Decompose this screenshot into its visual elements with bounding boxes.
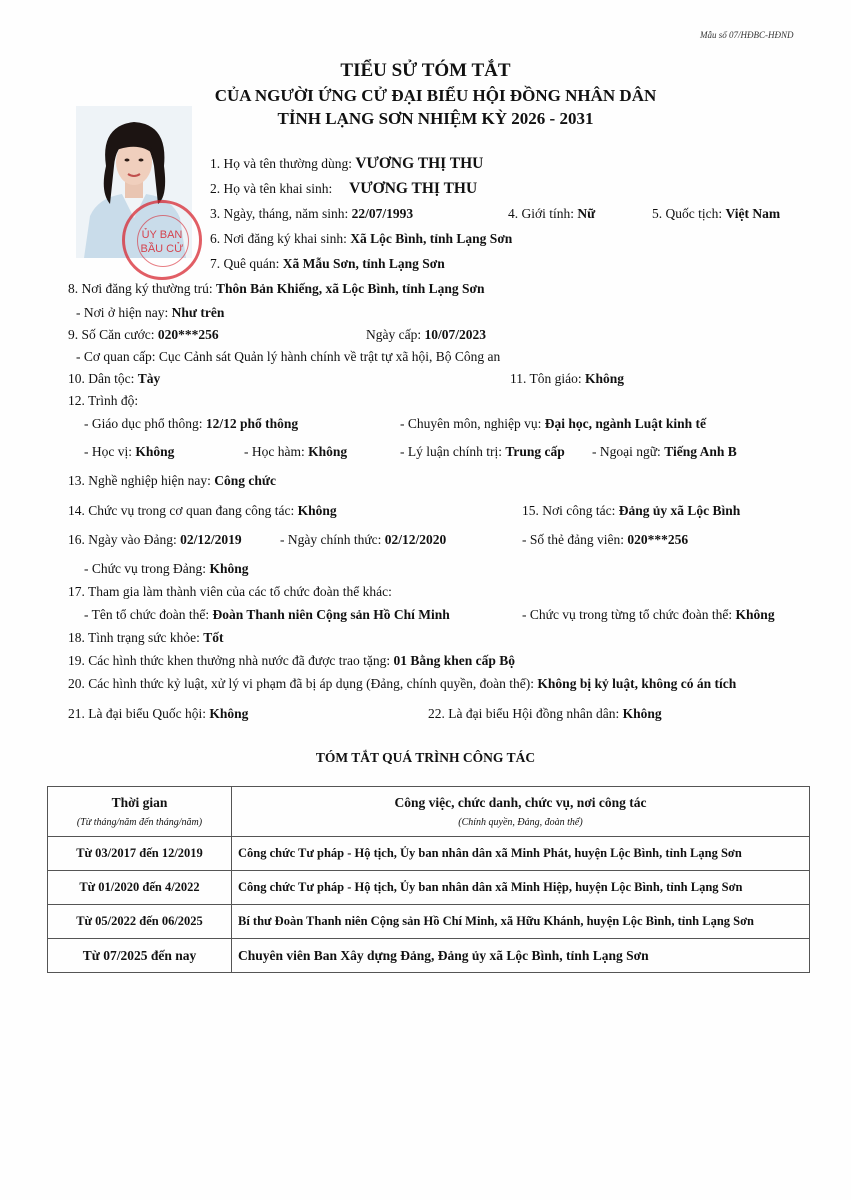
field-academic-degree: - Học vị: Không: [84, 444, 175, 459]
field-id-issue-date: Ngày cấp: 10/07/2023: [366, 327, 486, 342]
form-number: Mẫu số 07/HĐBC-HĐND: [700, 30, 794, 40]
header-job: Công việc, chức danh, chức vụ, nơi công tác (Chính quyền, Đảng, đoàn thể): [232, 787, 810, 837]
field-education-heading: 12. Trình độ:: [68, 393, 139, 408]
table-row: [48, 905, 810, 939]
field-academic-title: - Học hàm: Không: [244, 444, 348, 459]
field-party-join-date: 16. Ngày vào Đảng: 02/12/2019: [68, 532, 242, 547]
cell-time: Từ 07/2025 đến nay: [48, 939, 232, 973]
field-id-agency: - Cơ quan cấp: Cục Cảnh sát Quản lý hành chính về trật tự xã hội, Bộ Công an: [76, 349, 501, 364]
field-organization-name: - Tên tổ chức đoàn thể: Đoàn Thanh niên Cộng sản Hồ Chí Minh: [84, 607, 450, 622]
field-organizations-heading: 17. Tham gia làm thành viên của các tổ chức đoàn thể khác:: [68, 584, 392, 599]
doc-title: TIỂU SỬ TÓM TẮT: [340, 60, 511, 81]
cell-time: Từ 03/2017 đến 12/2019: [48, 837, 232, 871]
field-peoples-council: 22. Là đại biểu Hội đồng nhân dân: Không: [428, 706, 662, 721]
cell-time: Từ 01/2020 đến 4/2022: [48, 871, 232, 905]
field-national-assembly: 21. Là đại biểu Quốc hội: Không: [68, 706, 249, 721]
field-workplace: 15. Nơi công tác: Đảng ủy xã Lộc Bình: [522, 503, 741, 518]
field-political-theory: - Lý luận chính trị: Trung cấp: [400, 444, 565, 459]
field-party-card: - Số thẻ đảng viên: 020***256: [522, 532, 689, 547]
cell-job: Công chức Tư pháp - Hộ tịch, Ủy ban nhân dân xã Minh Hiệp, huyện Lộc Bình, tỉnh Lạng Sơn: [232, 871, 810, 905]
field-occupation: 13. Nghề nghiệp hiện nay: Công chức: [68, 473, 276, 488]
field-dob: 3. Ngày, tháng, năm sinh: 22/07/1993: [210, 206, 414, 221]
field-party-position: - Chức vụ trong Đảng: Không: [84, 561, 249, 576]
field-birth-name: 2. Họ và tên khai sinh: VƯƠNG THỊ THU: [210, 180, 478, 197]
field-gender: 4. Giới tính: Nữ: [508, 206, 596, 221]
field-discipline: 20. Các hình thức kỷ luật, xử lý vi phạm đã bị áp dụng (Đảng, chính quyền, đoàn thể): Không bị kỷ luật, không có án tích: [68, 676, 737, 691]
work-history-title: TÓM TẮT QUÁ TRÌNH CÔNG TÁC: [315, 750, 536, 765]
field-nationality: 5. Quốc tịch: Việt Nam: [652, 206, 781, 221]
table-row: [48, 939, 810, 973]
cell-job: Bí thư Đoàn Thanh niên Cộng sản Hồ Chí Minh, xã Hữu Khánh, huyện Lộc Bình, tỉnh Lạng Sơn: [232, 905, 810, 939]
work-history-table: [47, 786, 810, 973]
field-ethnicity: 10. Dân tộc: Tày: [68, 371, 161, 386]
field-health: 18. Tình trạng sức khỏe: Tốt: [68, 630, 224, 645]
table-row: [48, 871, 810, 905]
field-permanent-residence: 8. Nơi đăng ký thường trú: Thôn Bản Khiếng, xã Lộc Bình, tỉnh Lạng Sơn: [68, 281, 485, 296]
field-position: 14. Chức vụ trong cơ quan đang công tác: Không: [68, 503, 337, 518]
field-specialty: - Chuyên môn, nghiệp vụ: Đại học, ngành Luật kinh tế: [400, 416, 707, 431]
field-hometown: 7. Quê quán: Xã Mẫu Sơn, tỉnh Lạng Sơn: [210, 256, 445, 271]
header-time: Thời gian (Từ tháng/năm đến tháng/năm): [48, 787, 232, 837]
field-awards: 19. Các hình thức khen thưởng nhà nước đã được trao tặng: 01 Bằng khen cấp Bộ: [68, 653, 516, 668]
field-party-official-date: - Ngày chính thức: 02/12/2020: [280, 532, 447, 547]
election-committee-stamp: ỦY BAN BẦU CỬ: [122, 200, 202, 280]
field-common-name: 1. Họ và tên thường dùng: VƯƠNG THỊ THU: [210, 155, 484, 172]
cell-job: Công chức Tư pháp - Hộ tịch, Ủy ban nhân dân xã Minh Phát, huyện Lộc Bình, tỉnh Lạng Sơn: [232, 837, 810, 871]
field-religion: 11. Tôn giáo: Không: [510, 371, 625, 386]
field-current-residence: - Nơi ở hiện nay: Như trên: [76, 305, 225, 320]
field-id-number: 9. Số Căn cước: 020***256: [68, 327, 219, 342]
doc-subtitle: CỦA NGƯỜI ỨNG CỬ ĐẠI BIỂU HỘI ĐỒNG NHÂN DÂN: [214, 86, 657, 105]
table-row: [48, 837, 810, 871]
field-birth-registration: 6. Nơi đăng ký khai sinh: Xã Lộc Bình, tỉnh Lạng Sơn: [210, 231, 513, 246]
field-general-education: - Giáo dục phổ thông: 12/12 phổ thông: [84, 416, 299, 431]
cell-job: Chuyên viên Ban Xây dựng Đảng, Đảng ủy xã Lộc Bình, tỉnh Lạng Sơn: [232, 939, 810, 973]
field-organization-position: - Chức vụ trong từng tổ chức đoàn thể: Không: [522, 607, 775, 622]
field-foreign-language: - Ngoại ngữ: Tiếng Anh B: [592, 444, 737, 459]
doc-term: TỈNH LẠNG SƠN NHIỆM KỲ 2026 - 2031: [277, 109, 594, 128]
table-header-row: [48, 787, 810, 837]
cell-time: Từ 05/2022 đến 06/2025: [48, 905, 232, 939]
